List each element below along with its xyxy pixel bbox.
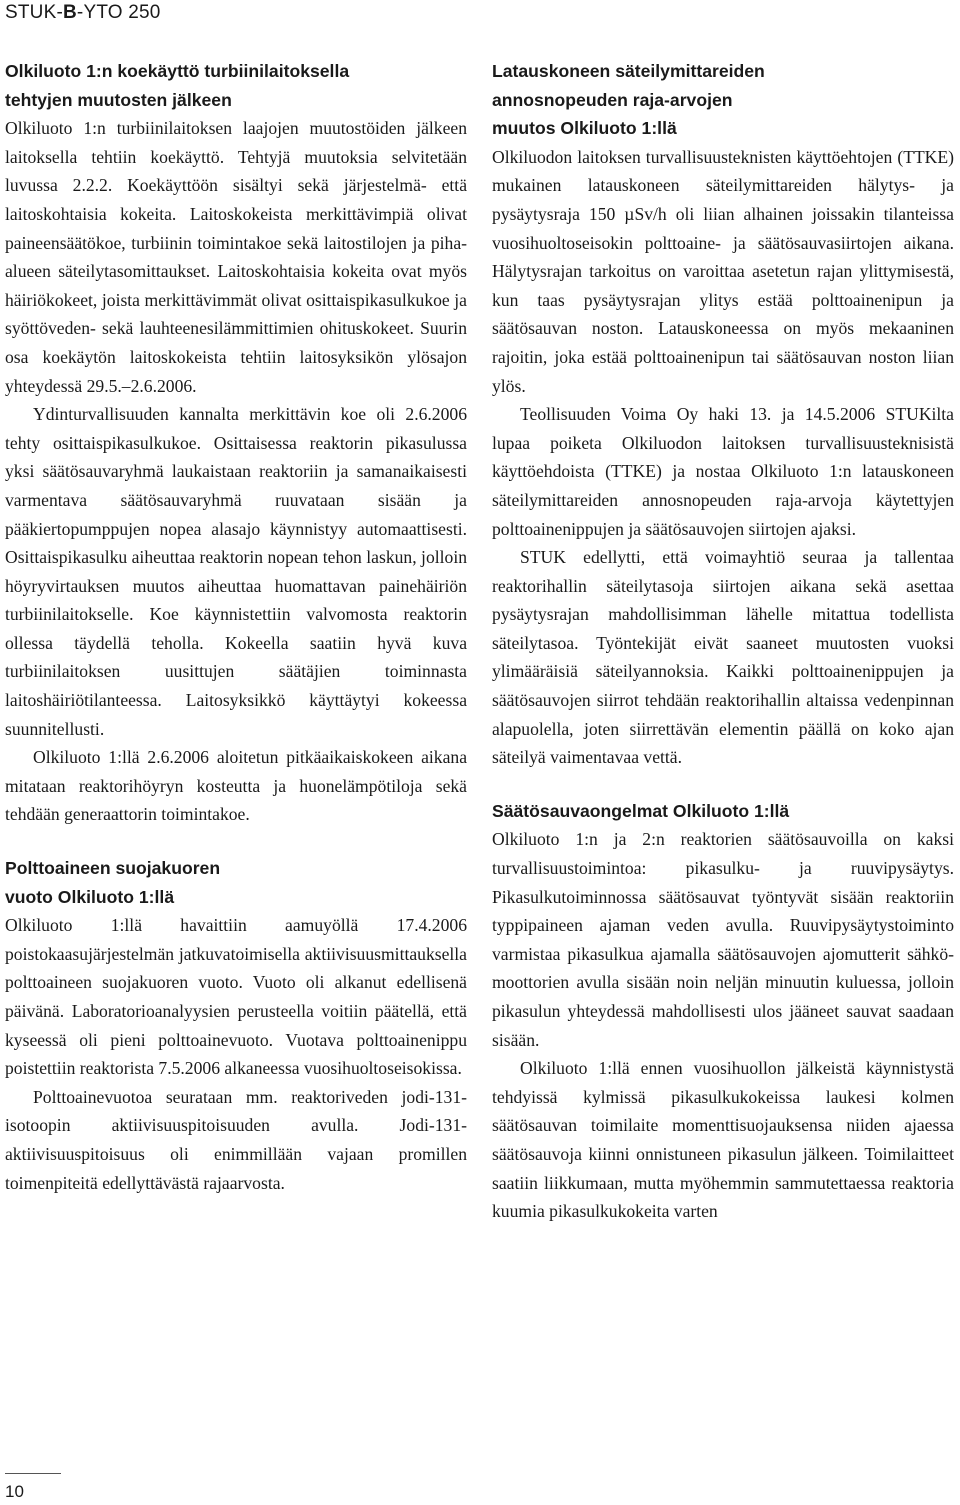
body-paragraph: Olkiluodon laitoksen turvallisuusteknisten käyttöehtojen (TTKE) mukainen latauskoneen säteilymittareiden hälytys- ja pysäytysraja 150 µSv/h oli liian alhainen joissakin tilanteissa vuosihuoltoseisokin polttoaine- ja säätösauvasiirtojen aikana. Hälytysrajan tarkoitus on varoittaa asetetun rajan ylittymisestä, kun taas pysäytysrajan ylitys estää polttoainenipun ja säätösauvan noston. Latauskoneessa on myös mekaaninen rajoitin, joka estää polttoainenipun tai säätösauvan noston liian ylös. [492, 146, 954, 396]
heading-line: Olkiluoto 1:n koekäyttö turbiinilaitoksella [5, 61, 350, 81]
body-paragraph: Teollisuuden Voima Oy haki 13. ja 14.5.2006 STUKilta lupaa poiketa Olkiluodon laitoksen turvallisuusteknisistä käyttöehdoista (TTKE) ja nostaa Olkiluoto 1:n latauskoneen säteilymittareiden annosnopeuden raja-arvoja käytettyjen polttoainenippujen ja säätösauvojen siirtojen ajaksi. [492, 404, 954, 539]
header-prefix: STUK- [5, 2, 63, 23]
body-paragraph: Olkiluoto 1:n turbiinilaitoksen laajojen muutostöiden jälkeen laitoksella tehtiin koekäyttö. Tehtyjä muutoksia selvitetään luvussa 2.2.2. Koekäyttöön sisältyi sekä järjestelmä- että laitoskohtaisia kokeita. Laitoskokeista merkittävimpiä olivat paineensäätökoe, turbiinin toimintakoe sekä laitostilojen ja piha-alueen säteilytasomittaukset. Laitoskohtaisia kokeita ovat myös häiriökokeet, joista merkittävimmät olivat osittaispikasulkukoe ja syöttöveden- sekä lauhteenesilämmittimien ohituskokeet. Suurin osa koekäytön laitoskokeista tehtiin laitosyksikön ylösajon yhteydessä 29.5.–2.6.2006. [5, 118, 467, 396]
footer-divider [5, 1473, 61, 1474]
page-number: 10 [5, 1482, 24, 1501]
heading-line: Latauskoneen säteilymittareiden [492, 61, 765, 81]
body-paragraph: Ydinturvallisuuden kannalta merkittävin koe oli 2.6.2006 tehty osittaispikasulkukoe. Osittaisessa reaktorin pikasulussa yksi säätösauvaryhmä laukaistaan reaktoriin ja samanaikaisesti varmentava säätösauvaryhmä ruuvataan sisään ja pääkiertopumppujen nopea alasajo käynnistyy automaattisesti. Osittaispikasulku aiheuttaa reaktorin nopean tehon laskun, jolloin höyryvirtauksen muutos aiheuttaa huomattavan painehäiriön turbiinilaitokselle. Koe käynnistettiin valvomosta reaktorin ollessa täydellä teholla. Kokeella saatiin hyvä kuva turbiinilaitoksen uusittujen säätäjien toiminnasta laitoshäiriötilanteessa. Laitosyksikkö käyttäytyi kokeessa suunnitellusti. [5, 404, 467, 739]
heading-line: muutos Olkiluoto 1:llä [492, 118, 677, 139]
header-series: B [63, 2, 77, 23]
heading-line: tehtyjen muutosten jälkeen [5, 89, 232, 110]
header-suffix: -YTO 250 [76, 2, 161, 23]
body-paragraph: Polttoainevuotoa seurataan mm. reaktoriveden jodi-131-isotoopin aktiivisuuspitoisuuden avulla. Jodi-131-aktiivisuuspitoisuus oli enimmillään vajaan promillen toimenpiteitä edellyttävästä rajaarvosta. [5, 1086, 467, 1193]
heading-line: annosnopeuden raja-arvojen [492, 89, 733, 110]
right-column [492, 57, 954, 1226]
page-header [5, 2, 161, 24]
heading-line: Säätösauvaongelmat Olkiluoto 1:llä [492, 800, 790, 821]
section-heading-fuel-cladding-leak [5, 854, 467, 911]
heading-line: Polttoaineen suojakuoren [5, 858, 221, 879]
body-paragraph: Olkiluoto 1:llä ennen vuosihuollon jälkeistä käynnistystä tehdyissä kylmissä pikasulkukokeissa laukesi kolmen säätösauvan toimilaite momenttisuojauksensa niiden ajaessa säätösauvoja kiinni onnistuneen pikasulun jälkeen. Toimilaitteet saatiin liikkumaan, mutta myöhemmin sammutettaessa reaktoria kuumia pikasulkukokeita varten [492, 1058, 954, 1222]
body-paragraph: Olkiluoto 1:llä 2.6.2006 aloitetun pitkäaikaiskokeen aikana mitataan reaktorihöyryn kosteutta ja huonelämpötiloja sekä tehdään generaattorin toimintakoe. [5, 747, 467, 825]
section-heading-control-rod-problems [492, 797, 954, 826]
body-paragraph: Olkiluoto 1:llä havaittiin aamuyöllä 17.4.2006 poistokaasujärjestelmän jatkuvatoimisella aktiivisuusmittauksella polttoaineen suojakuoren vuoto. Vuoto oli alkanut edellisenä päivänä. Laboratorioanalyysien perusteella voitiin päätellä, että kyseessä oli pieni polttoainevuoto. Vuotava polttoainenippu poistettiin reaktorista 7.5.2006 alkaneessa vuosihuoltoseisokissa. [5, 915, 467, 1079]
section-heading-turbine-test [5, 57, 467, 114]
section-heading-refuelling-machine [492, 57, 954, 143]
heading-line: vuoto Olkiluoto 1:llä [5, 886, 175, 907]
body-paragraph: STUK edellytti, että voimayhtiö seuraa ja tallentaa reaktorihallin säteilytasoja siirtojen aikana sekä asettaa pysäytysrajan mahdollisimman lähelle mitattua todellista säteilytasoa. Työntekijät eivät saaneet muutosten vuoksi ylimääräisiä säteilyannoksia. Kaikki polttoainenippujen ja säätösauvojen siirrot tehdään reaktorihallin altaissa vedenpinnan alapuolella, joten siirrettävän elementin päällä on koko ajan säteilyä vaimentavaa vettä. [492, 547, 954, 768]
body-paragraph: Olkiluoto 1:n ja 2:n reaktorien säätösauvoilla on kaksi turvallisuustoimintoa: pikasulku- ja ruuvipysäytys. Pikasulkutoiminnossa säätösauvat työntyvät sisään reaktoriin typpipaineen ajaman veden avulla. Ruuvipysäytystoiminto varmistaa pikasulkua ajamalla säätösauvojen ajomutterit sähkömoottorien avulla sisään noin neljän minuutin kuluessa, jolloin pikasulun yhteydessä mahdollisesti ulos jääneet sauvat saadaan sisään. [492, 829, 954, 1050]
left-column [5, 57, 467, 1197]
